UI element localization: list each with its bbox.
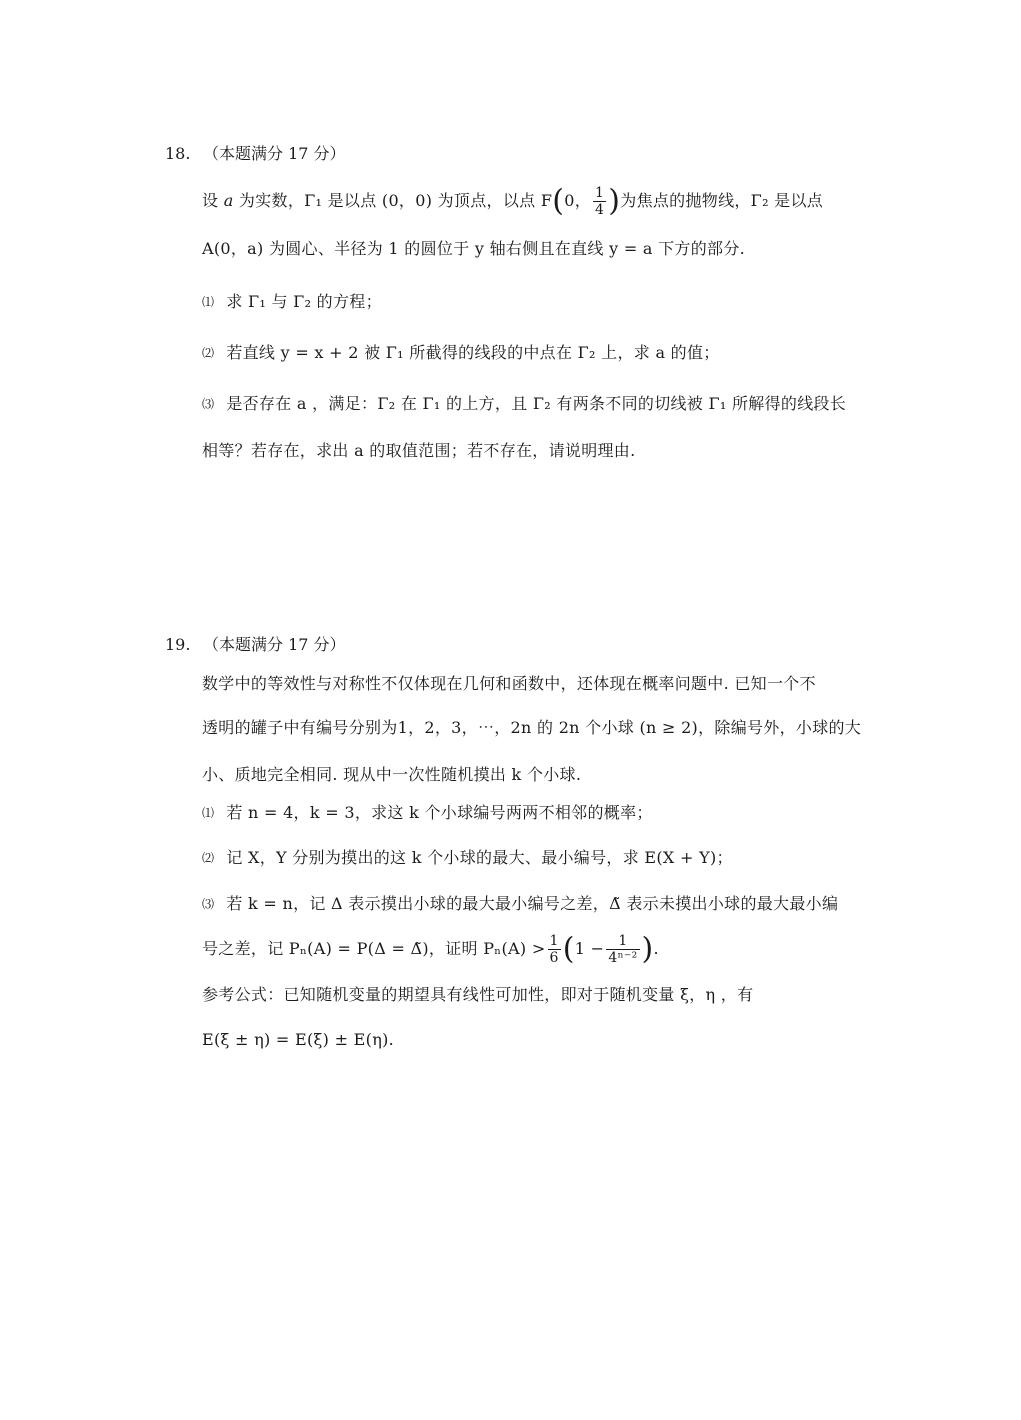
sub-question-1: ⑴ 若 n = 4，k = 3，求这 k 个小球编号两两不相邻的概率； xyxy=(202,803,653,822)
sub-question-2: ⑵ 记 X，Y 分别为摸出的这 k 个小球的最大、最小编号，求 E(X + Y)； xyxy=(202,848,733,867)
sub-question-3: ⑶ 是否存在 a ，满足：Γ₂ 在 Γ₁ 的上方，且 Γ₂ 有两条不同的切线被 Γ₁ 所解得的线段长 xyxy=(202,394,847,413)
question-header: （本题满分 17 分） xyxy=(203,144,346,163)
sub-question-2: ⑵ 若直线 y = x + 2 被 Γ₁ 所截得的线段的中点在 Γ₂ 上，求 a 的值； xyxy=(202,343,720,362)
fraction: $\frac{1}{\text{4ⁿ⁻²}}$ xyxy=(608,933,638,966)
question-number: 19. xyxy=(165,635,191,654)
reference-formula-line: 参考公式：已知随机变量的期望具有线性可加性，即对于随机变量 ξ，η ，有 xyxy=(202,985,754,1004)
question-stem-line: 设 a 为实数，Γ₁ 是以点 (0，0) 为顶点，以点 F(0， $\frac{1}{4}$ )为焦点的抛物线，Γ₂ 是以点 xyxy=(202,183,824,219)
sub-question-3: ⑶ 若 k = n，记 Δ 表示摸出小球的最大最小编号之差，Δ̃ 表示未摸出小球的最大最小编 xyxy=(202,894,839,913)
question-stem-line: 透明的罐子中有编号分别为1，2，3，⋯，2n 的 2n 个小球 (n ≥ 2)，除编号外，小球的大 xyxy=(202,718,862,737)
question-header: （本题满分 17 分） xyxy=(203,635,346,654)
fraction: $\frac{1}{6}$ xyxy=(549,933,559,966)
question-stem-line: 数学中的等效性与对称性不仅体现在几何和函数中，还体现在概率问题中. 已知一个不 xyxy=(202,674,816,693)
question-stem-line: A(0，a) 为圆心、半径为 1 的圆位于 y 轴右侧且在直线 y = a 下方的部分. xyxy=(202,239,746,258)
sub-question-1: ⑴ 求 Γ₁ 与 Γ₂ 的方程； xyxy=(202,292,382,311)
fraction: $\frac{1}{4}$ xyxy=(595,185,605,218)
question-stem-line: 小、质地完全相同. 现从中一次性随机摸出 k 个小球. xyxy=(202,765,582,784)
sub-question-3-continued: 号之差，记 Pₙ(A) = P(Δ = Δ̃)，证明 Pₙ(A) > $\frac{1}{6}$ (1 − $\frac{1}{\text{4ⁿ⁻²}}$ ). xyxy=(202,931,659,967)
reference-formula-line: E(ξ ± η) = E(ξ) ± E(η). xyxy=(202,1030,395,1049)
sub-question-3-continued: 相等？若存在，求出 a 的取值范围；若不存在，请说明理由. xyxy=(202,441,636,460)
question-number: 18. xyxy=(165,144,191,163)
